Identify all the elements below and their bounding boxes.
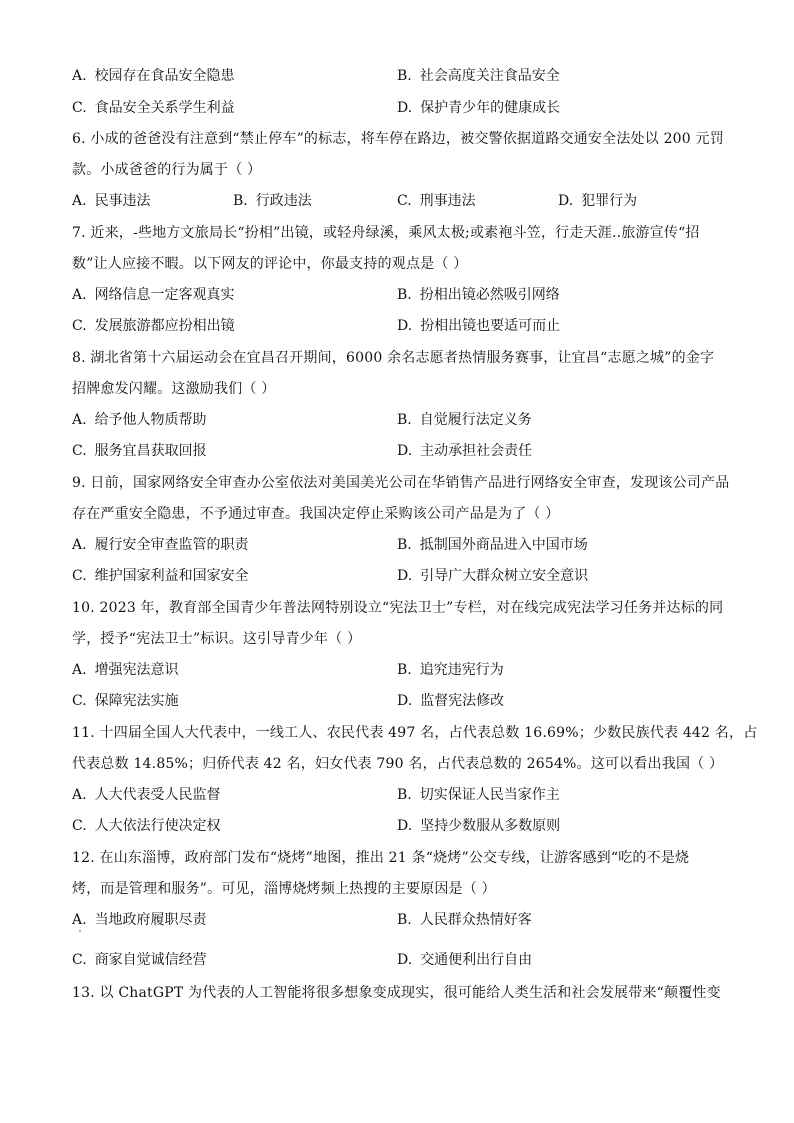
q5-option-b: B. 社会高度关注食品安全 [397,68,560,84]
q6-option-d: D. 犯罪行为 [558,193,638,209]
q8-stem-line-2: 招牌愈发闪耀。这激励我们（ ） [72,381,276,397]
q12-option-b: B. 人民群众热情好客 [397,912,532,928]
q5-option-a: A. 校园存在食品安全隐患 [72,68,235,84]
q11-option-b: B. 切实保证人民当家作主 [397,787,560,803]
q8-stem-line-1: 8. 湖北省第十六届运动会在宜昌召开期间，6000 余名志愿者热情服务赛事，让宜昌“志愿之城”的金字 [72,350,715,366]
q6-option-a: A. 民事违法 [72,193,151,209]
q9-stem-line-1: 9. 日前，国家网络安全审查办公室依法对美国美光公司在华销售产品进行网络安全审查，发现该公司产品 [72,475,730,491]
q9-option-b: B. 抵制国外商品进入中国市场 [397,537,588,553]
q10-option-c: C. 保障宪法实施 [72,693,179,709]
q9-option-c: C. 维护国家利益和国家安全 [72,568,249,584]
q12-option-c: C. 商家自觉诚信经营 [72,952,207,968]
q7-option-c: C. 发展旅游都应扮相出镜 [72,318,235,334]
q5-option-d: D. 保护青少年的健康成长 [397,100,561,116]
q10-stem-line-2: 学，授予“宪法卫士”标识。这引导青少年（ ） [72,631,362,647]
q6-stem-line-2: 款。小成爸爸的行为属于（ ） [72,162,262,178]
q10-option-a: A. 增强宪法意识 [72,662,179,678]
q6-stem-line-1: 6. 小成的爸爸没有注意到“禁止停车”的标志，将车停在路边，被交警依据道路交通安全法处以 200 元罚 [72,131,724,147]
q11-stem-line-1: 11. 十四届全国人大代表中，一线工人、农民代表 497 名，占代表总数 16.69%；少数民族代表 442 名，占 [72,725,758,741]
q11-option-c: C. 人大依法行使决定权 [72,818,221,834]
q9-stem-line-2: 存在严重安全隐患，不予通过审查。我国决定停止采购该公司产品是为了（ ） [72,506,560,522]
q7-option-b: B. 扮相出镜必然吸引网络 [397,287,560,303]
q7-option-d: D. 扮相出镜也要适可而止 [397,318,561,334]
q9-option-a: A. 履行安全审查监管的职责 [72,537,249,553]
q6-option-b: B. 行政违法 [233,193,312,209]
q12-stem-line-2: 烤，而是管理和服务”。可见，淄博烧烤频上热搜的主要原因是（ ） [72,881,496,897]
q12-option-d: D. 交通便利出行自由 [397,952,533,968]
q7-stem-line-1: 7. 近来，-些地方文旅局长“扮相”出镜，或轻舟绿溪，乘风太极;或素袍斗笠，行走天涯..旅游宣传“招 [72,225,700,241]
q6-option-c: C. 刑事违法 [397,193,476,209]
q7-stem-line-2: 数”让人应接不暇。以下网友的评论中，你最支持的观点是（ ） [72,256,468,272]
q11-stem-line-2: 代表总数 14.85%；归侨代表 42 名，妇女代表 790 名，占代表总数的 2654%。这可以看出我国（ ） [72,756,724,772]
q13-stem-line-1: 13. 以 ChatGPT 为代表的人工智能将很多想象变成现实，很可能给人类生活和社会发展带来“颠覆性变 [72,985,721,1001]
q11-option-d: D. 坚持少数服从多数原则 [397,818,561,834]
q11-option-a: A. 人大代表受人民监督 [72,787,221,803]
q12-option-a: A. 当地政府履职尽责 [72,912,207,928]
q10-option-b: B. 追究违宪行为 [397,662,504,678]
q5-option-c: C. 食品安全关系学生利益 [72,100,235,116]
q8-option-b: B. 自觉履行法定义务 [397,412,532,428]
q9-option-d: D. 引导广大群众树立安全意识 [397,568,589,584]
q10-stem-line-1: 10. 2023 年，教育部全国青少年普法网特别设立“宪法卫士”专栏，对在线完成宪法学习任务并达标的同 [72,600,724,616]
q7-option-a: A. 网络信息一定客观真实 [72,287,235,303]
q8-option-a: A. 给予他人物质帮助 [72,412,207,428]
stray-mark [79,930,81,932]
q8-option-c: C. 服务宜昌获取回报 [72,443,207,459]
q10-option-d: D. 监督宪法修改 [397,693,505,709]
q12-stem-line-1: 12. 在山东淄博，政府部门发布“烧烤”地图，推出 21 条“烧烤”公交专线，让游客感到“吃的不是烧 [72,850,690,866]
q8-option-d: D. 主动承担社会责任 [397,443,533,459]
